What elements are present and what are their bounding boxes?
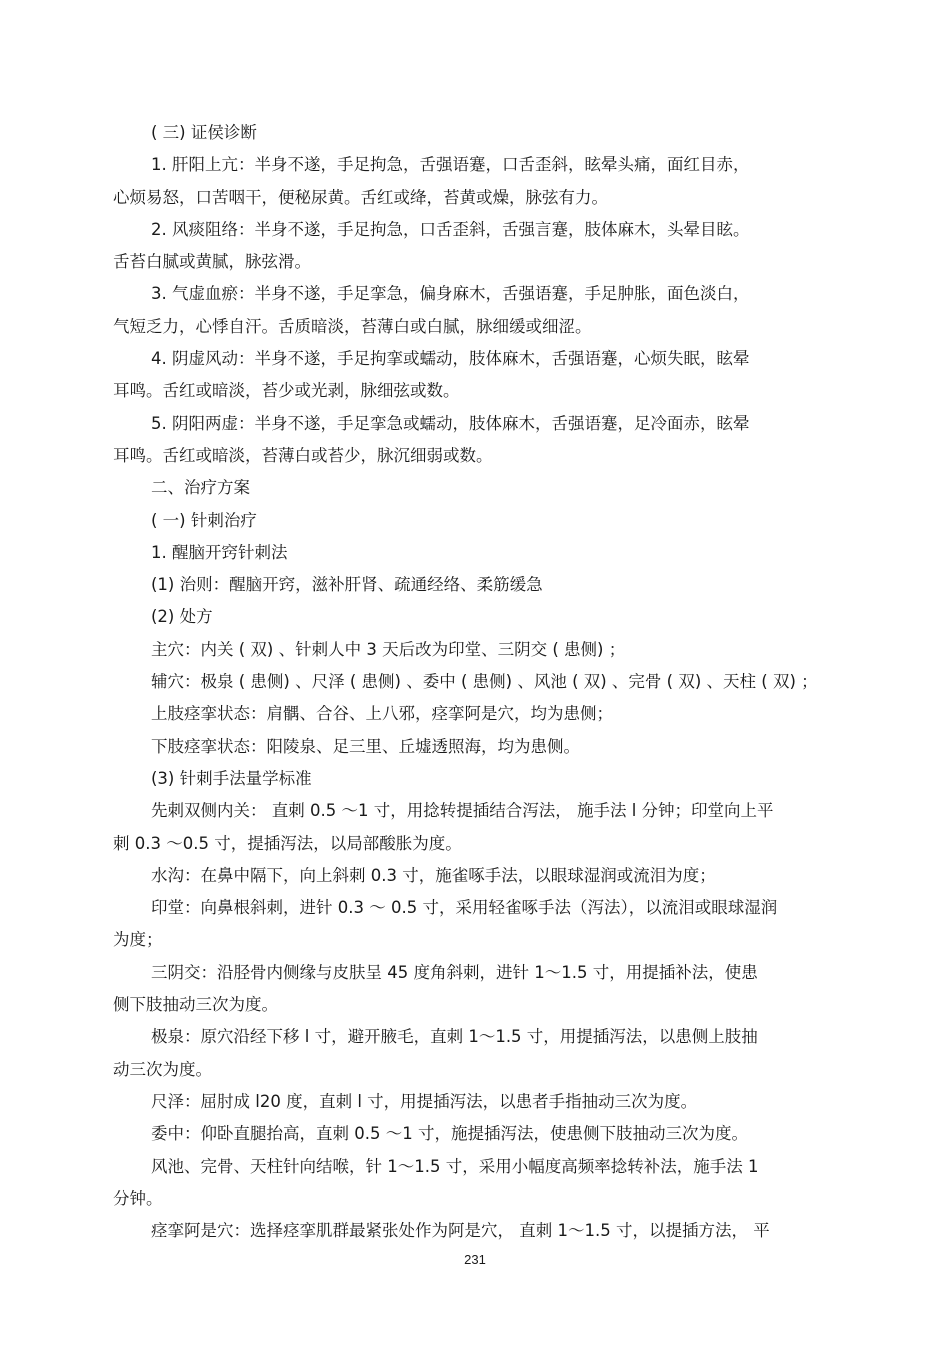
text-line: (1) 治则：醒脑开窍，滋补肝肾、疏通经络、柔筋缓急 xyxy=(151,575,543,595)
text-line: 上肢痉挛状态：肩髃、合谷、上八邪，痉挛阿是穴，均为患侧； xyxy=(151,704,613,724)
text-line: 为度； xyxy=(113,930,163,950)
text-line: 4. 阴虚风动：半身不遂，手足拘挛或蠕动，肢体麻木，舌强语蹇，心烦失眠，眩晕 xyxy=(151,349,750,369)
text-line: 下肢痉挛状态：阳陵泉、足三里、丘墟透照海，均为患侧。 xyxy=(151,736,580,756)
document-body xyxy=(113,117,843,1247)
text-line: 舌苔白腻或黄腻，脉弦滑。 xyxy=(113,252,311,272)
text-line: 刺 0.3 ～0.5 寸，提插泻法，以局部酸胀为度。 xyxy=(113,833,462,853)
text-line: 委中：仰卧直腿抬高，直刺 0.5 ～1 寸，施提插泻法，使患侧下肢抽动三次为度。 xyxy=(151,1124,748,1144)
text-line: 动三次为度。 xyxy=(113,1059,212,1079)
text-line: 水沟：在鼻中隔下，向上斜刺 0.3 寸，施雀啄手法，以眼球湿润或流泪为度； xyxy=(151,865,716,885)
text-line: 心烦易怒，口苦咽干，便秘尿黄。舌红或绛，苔黄或燥，脉弦有力。 xyxy=(113,187,608,207)
text-line: 耳鸣。舌红或暗淡，苔少或光剥，脉细弦或数。 xyxy=(113,381,460,401)
text-line: 5. 阴阳两虚：半身不遂，手足挛急或蠕动，肢体麻木，舌强语蹇，足冷面赤，眩晕 xyxy=(151,413,750,433)
text-line: 侧下肢抽动三次为度。 xyxy=(113,995,278,1015)
text-line: 气短乏力，心悸自汗。舌质暗淡，苔薄白或白腻，脉细缓或细涩。 xyxy=(113,316,592,336)
text-line: 3. 气虚血瘀：半身不遂，手足挛急，偏身麻木，舌强语蹇，手足肿胀，面色淡白， xyxy=(151,284,750,304)
text-line: 1. 肝阳上亢：半身不遂，手足拘急，舌强语蹇，口舌歪斜，眩晕头痛，面红目赤， xyxy=(151,155,750,175)
text-line: (2) 处方 xyxy=(151,607,213,627)
text-line: 尺泽：屈肘成 l20 度，直刺 l 寸，用提插泻法，以患者手指抽动三次为度。 xyxy=(151,1091,698,1111)
text-line: 三阴交：沿胫骨内侧缘与皮肤呈 45 度角斜刺，进针 1～1.5 寸，用提插补法，使患 xyxy=(151,962,758,982)
text-line: 极泉：原穴沿经下移 l 寸，避开腋毛，直刺 1～1.5 寸，用提插泻法，以患侧上肢抽 xyxy=(151,1027,758,1047)
text-line: 二、治疗方案 xyxy=(151,478,250,498)
text-line: 印堂：向鼻根斜刺，进针 0.3 ～ 0.5 寸，采用轻雀啄手法（泻法），以流泪或眼球湿润 xyxy=(151,898,778,918)
text-line: 1. 醒脑开窍针刺法 xyxy=(151,542,288,562)
text-line: 耳鸣。舌红或暗淡，苔薄白或苔少，脉沉细弱或数。 xyxy=(113,445,493,465)
text-line: 主穴：内关 ( 双) 、针刺人中 3 天后改为印堂、三阴交 ( 患侧) ； xyxy=(151,639,626,659)
text-line: (3) 针刺手法量学标准 xyxy=(151,768,312,788)
text-line: 分钟。 xyxy=(113,1188,163,1208)
text-line: ( 三) 证侯诊断 xyxy=(151,123,257,142)
text-line: 风池、完骨、天柱针向结喉，针 1～1.5 寸，采用小幅度高频率捻转补法，施手法 1 xyxy=(151,1156,759,1176)
text-line: 先刺双侧内关： 直刺 0.5 ～1 寸，用捻转提插结合泻法， 施手法 l 分钟；印堂向上平 xyxy=(151,801,774,821)
text-line: 2. 风痰阻络：半身不遂，手足拘急，口舌歪斜，舌强言蹇，肢体麻木，头晕目眩。 xyxy=(151,219,750,239)
text-line: 痉挛阿是穴：选择痉挛肌群最紧张处作为阿是穴， 直刺 1～1.5 寸，以提插方法， 平 xyxy=(151,1221,770,1241)
text-line: 辅穴：极泉 ( 患侧) 、尺泽 ( 患侧) 、委中 ( 患侧) 、风池 ( 双) 、完骨 ( 双) 、天柱 ( 双) ； xyxy=(151,672,818,692)
page-number: 231 xyxy=(464,1252,486,1267)
text-line: ( 一) 针刺治疗 xyxy=(151,510,257,530)
